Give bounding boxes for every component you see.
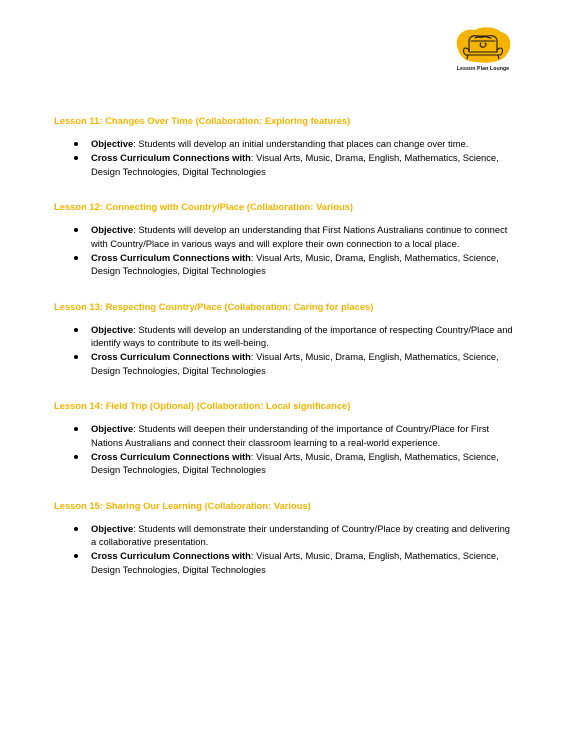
lesson-11-section bbox=[54, 114, 514, 178]
cross-curriculum-text: : Visual Arts, Music, Drama, English, Mathematics, Science, Design Technologies, Digital Technologies bbox=[91, 152, 499, 177]
lesson-13-section bbox=[54, 300, 514, 378]
cross-curriculum-label: Cross Curriculum Connections with bbox=[91, 550, 251, 561]
objective-item bbox=[54, 422, 514, 449]
cross-curriculum-item bbox=[54, 549, 514, 576]
objective-label: Objective bbox=[91, 138, 134, 149]
brand-logo bbox=[451, 26, 515, 76]
objective-text: : Students will develop an initial understanding that places can change over time. bbox=[133, 138, 469, 149]
lesson-details bbox=[54, 323, 514, 378]
cross-curriculum-item bbox=[54, 251, 514, 278]
objective-text: : Students will deepen their understanding of the importance of Country/Place for First Nations Australians and connect their classroom learning to a real-world experience. bbox=[91, 423, 490, 448]
lesson-details bbox=[54, 223, 514, 278]
lesson-title: Lesson 15: Sharing Our Learning (Collaboration: Various) bbox=[54, 499, 311, 511]
lesson-details bbox=[54, 137, 514, 178]
cross-curriculum-item bbox=[54, 450, 514, 477]
cross-curriculum-item bbox=[54, 151, 514, 178]
objective-label: Objective bbox=[91, 323, 134, 335]
cross-curriculum-label: Cross Curriculum Connections with bbox=[91, 152, 251, 163]
cross-curriculum-label: Cross Curriculum Connections with bbox=[91, 450, 251, 462]
cross-curriculum-label: Cross Curriculum Connections with bbox=[91, 351, 251, 362]
brand-name: Lesson Plan Lounge bbox=[456, 66, 510, 72]
armchair-logo-icon bbox=[451, 26, 515, 66]
lesson-details bbox=[54, 522, 514, 577]
lesson-list bbox=[54, 114, 514, 598]
lesson-details bbox=[54, 422, 514, 477]
objective-label: Objective bbox=[91, 423, 134, 434]
cross-curriculum-text: : Visual Arts, Music, Drama, English, Mathematics, Science, Design Technologies, Digital Technologies bbox=[91, 550, 499, 575]
cross-curriculum-item bbox=[54, 350, 514, 377]
lesson-15-section bbox=[54, 499, 514, 577]
cross-curriculum-text: : Visual Arts, Music, Drama, English, Mathematics, Science, Design Technologies, Digital Technologies bbox=[91, 450, 499, 475]
lesson-14-section bbox=[54, 399, 514, 477]
objective-text: : Students will develop an understanding that First Nations Australians continue to connect with Country/Place in various ways and will explore their own connection to a local place. bbox=[91, 224, 508, 249]
objective-item bbox=[54, 137, 514, 151]
objective-item bbox=[54, 223, 514, 250]
objective-label: Objective bbox=[91, 224, 134, 235]
lesson-title: Lesson 11: Changes Over Time (Collaboration: Exploring features) bbox=[54, 115, 351, 126]
cross-curriculum-label: Cross Curriculum Connections with bbox=[91, 251, 251, 263]
objective-text: : Students will demonstrate their understanding of Country/Place by creating and delivering a collaborative presentation. bbox=[91, 522, 510, 547]
cross-curriculum-text: : Visual Arts, Music, Drama, English, Mathematics, Science, Design Technologies, Digital Technologies bbox=[91, 251, 499, 276]
objective-item bbox=[54, 522, 514, 549]
lesson-title: Lesson 13: Respecting Country/Place (Collaboration: Caring for places) bbox=[54, 300, 374, 312]
objective-label: Objective bbox=[91, 522, 134, 534]
objective-item bbox=[54, 323, 514, 350]
cross-curriculum-text: : Visual Arts, Music, Drama, English, Mathematics, Science, Design Technologies, Digital Technologies bbox=[91, 351, 499, 376]
objective-text: : Students will develop an understanding of the importance of respecting Country/Place and identify ways to contribute to its well-being. bbox=[91, 323, 513, 348]
lesson-title: Lesson 14: Field Trip (Optional) (Collaboration: Local significance) bbox=[54, 400, 351, 411]
lesson-title: Lesson 12: Connecting with Country/Place (Collaboration: Various) bbox=[54, 201, 353, 212]
lesson-12-section bbox=[54, 200, 514, 278]
